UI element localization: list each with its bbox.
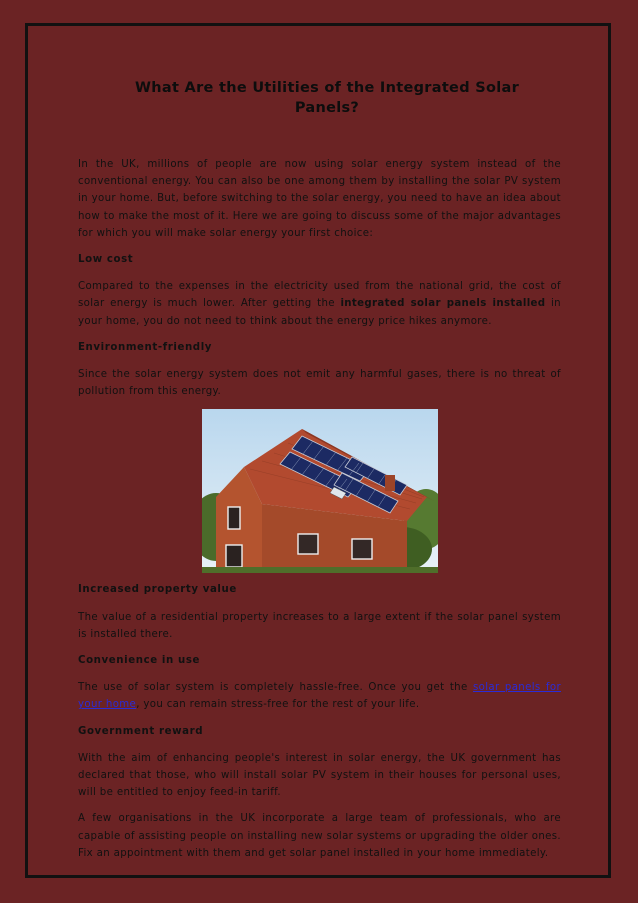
closing-paragraph: A few organisations in the UK incorporate a large team of professionals, who are capable of assisting people on installing new solar systems or upgrading the older ones. Fix an appointment with them and get solar panel installed in your home immediately. [78, 813, 561, 859]
heading-property-value: Increased property value [78, 584, 237, 596]
solar-panels-link[interactable]: solar panels for your home [78, 682, 561, 711]
document-body [78, 78, 561, 871]
page-title: What Are the Utilities of the Integrated Solar Panels? [134, 80, 520, 116]
heading-low-cost: Low cost [78, 254, 134, 266]
convenience-paragraph [78, 679, 561, 713]
house-solar-photo [202, 409, 438, 573]
heading-government-reward: Government reward [78, 725, 204, 737]
convenience-text-1: The use of solar system is completely hassle-free. Once you get the [78, 682, 473, 694]
heading-convenience: Convenience in use [78, 655, 200, 667]
government-paragraph: With the aim of enhancing people's interest in solar energy, the UK government has declared that those, who will install solar PV system in their houses for personal uses, will be entitled to enjoy feed-in tariff. [78, 752, 561, 799]
low-cost-bold: integrated solar panels installed [340, 298, 546, 310]
convenience-text-2: , you can remain stress-free for the rest of your life. [136, 699, 420, 711]
low-cost-text-1: Compared to the expenses in the electricity used from the national grid, the cost of solar energy is much lower. After getting the [78, 281, 561, 310]
property-value-paragraph: The value of a residential property increases to a large extent if the solar panel system is installed there. [78, 611, 561, 640]
low-cost-paragraph [78, 278, 561, 330]
low-cost-text-2: in your home, you do not need to think about the energy price hikes anymore. [78, 298, 561, 327]
environment-paragraph: Since the solar energy system does not emit any harmful gases, there is no threat of pollution from this energy. [78, 369, 561, 398]
photo-container [78, 409, 561, 573]
intro-paragraph: In the UK, millions of people are now using solar energy system instead of the conventional energy. You can also be one among them by installing the solar PV system in your home. But, before switching to the solar energy, you need to have an idea about how to make the most of it. Here we are going to discuss some of the major advantages for which you will make solar energy your first choice: [78, 159, 561, 239]
heading-environment: Environment-friendly [78, 341, 213, 353]
